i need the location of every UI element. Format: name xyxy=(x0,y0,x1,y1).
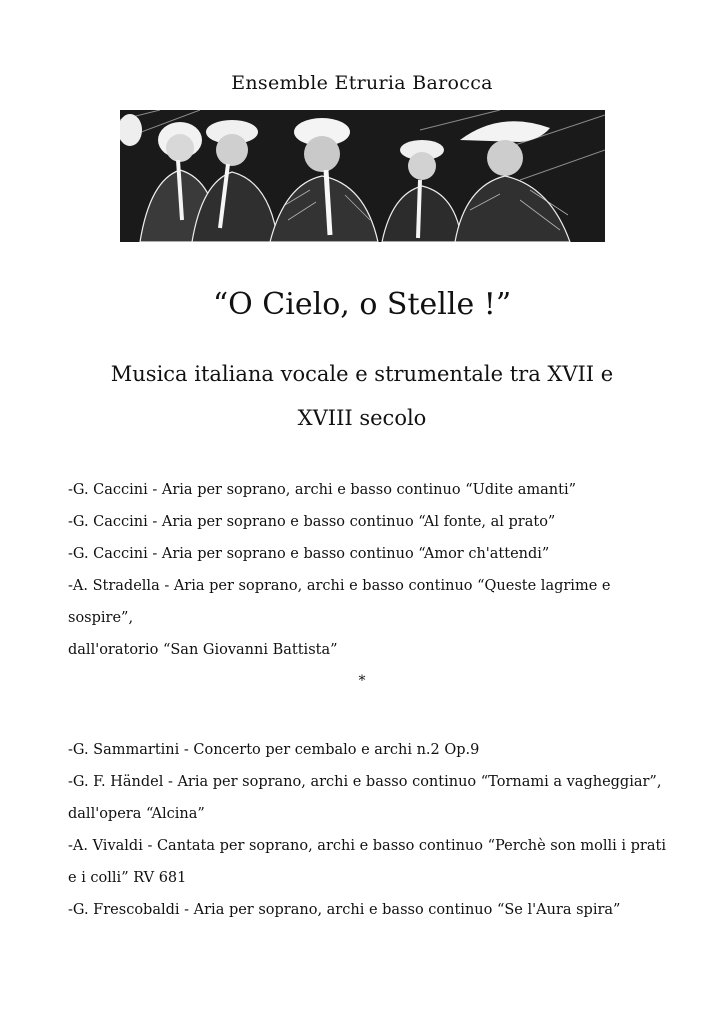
ensemble-name: Ensemble Etruria Barocca xyxy=(231,72,493,94)
program-item: -A. Vivaldi - Cantata per soprano, archi e basso continuo “Perchè son molli i prati xyxy=(68,838,666,854)
program-item: -G. Caccini - Aria per soprano, archi e basso continuo “Udite amanti” xyxy=(68,482,577,498)
program-item: dall'opera “Alcina” xyxy=(68,806,205,822)
program-item: -G. Caccini - Aria per soprano e basso continuo “Al fonte, al prato” xyxy=(68,514,556,530)
program-list-part1 xyxy=(68,474,668,666)
program-item: -G. Frescobaldi - Aria per soprano, archi e basso continuo “Se l'Aura spira” xyxy=(68,902,621,918)
woodcut-musicians-image xyxy=(120,110,605,242)
concert-title: “O Cielo, o Stelle !” xyxy=(212,287,512,322)
section-separator: * xyxy=(358,673,366,689)
program-list-part2 xyxy=(68,734,668,926)
program-item: -G. Caccini - Aria per soprano e basso continuo “Amor ch'attendi” xyxy=(68,546,550,562)
program-item: -G. F. Händel - Aria per soprano, archi e basso continuo “Tornami a vagheggiar”, xyxy=(68,774,662,790)
concert-subtitle: Musica italiana vocale e strumentale tra XVII e XVIII secolo xyxy=(110,362,614,430)
program-item: -G. Sammartini - Concerto per cembalo e archi n.2 Op.9 xyxy=(68,742,480,758)
program-item: e i colli” RV 681 xyxy=(68,870,187,886)
program-item: -A. Stradella - Aria per soprano, archi e basso continuo “Queste lagrime e sospire”, xyxy=(68,578,611,626)
program-item: dall'oratorio “San Giovanni Battista” xyxy=(68,642,338,658)
